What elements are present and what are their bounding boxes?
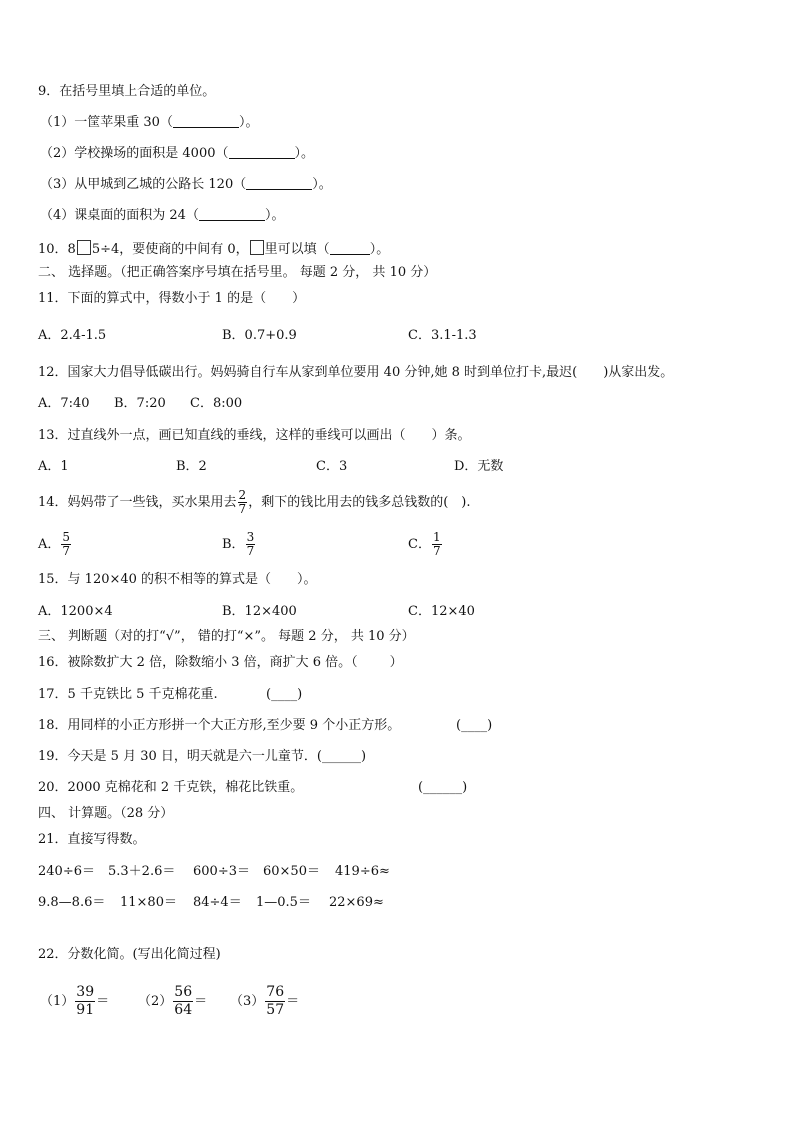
q20: 20．2000 克棉花和 2 千克铁，棉花比铁重。 (______) [38,780,468,795]
q22-item-2: （2） $\frac{56}{64}$ ＝ [138,984,208,1018]
q10: 10．8 5÷4，要使商的中间有 0， 里可以填（ ）。 [38,242,390,257]
fraction: $\frac{2}{7}$ [238,488,247,516]
calc-item: 84÷4＝ [193,895,242,910]
q13-options [38,459,503,475]
fraction: $\frac{3}{7}$ [246,530,255,558]
answer-blank[interactable] [358,656,390,668]
calc-item: 60×50＝ [263,864,320,879]
q13-text: 13．过直线外一点，画已知直线的垂线，这样的垂线可以画出（ ）条。 [38,428,471,443]
q14-text: 14．妈妈带了一些钱，买水果用去 $\frac{2}{7}$ ，剩下的钱比用去的钱多总钱数的( ). [38,488,471,516]
option-c[interactable]: C．3.1-1.3 [408,328,477,343]
q9-title: 9．在括号里填上合适的单位。 [38,84,216,99]
q22-item-1: （1） $\frac{39}{91}$ ＝ [40,984,110,1018]
calc-item: 22×69≈ [329,895,384,910]
option-d[interactable]: D．无数 [454,459,504,474]
option-a[interactable]: A．2.4-1.5 [38,328,107,343]
option-b[interactable]: B．2 [176,459,207,474]
q19: 19．今天是 5 月 30 日，明天就是六一儿童节．(______) [38,749,367,764]
answer-blank[interactable]: (______) [418,780,468,795]
q15-options [38,604,475,620]
calc-item: 9.8—8.6＝ [38,895,106,910]
digit-box[interactable] [77,240,91,255]
fraction: $\frac{76}{57}$ [266,984,285,1018]
q9-item-3: （3）从甲城到乙城的公路长 120（ ）。 [40,177,332,192]
answer-blank[interactable]: (______) [316,749,367,764]
fraction: $\frac{56}{64}$ [174,984,193,1018]
q22-title: 22．分数化简。(写出化简过程) [38,947,221,962]
option-c[interactable]: C．8:00 [190,396,243,411]
calc-item: 11×80＝ [120,895,177,910]
option-a[interactable]: A．1 [38,459,69,474]
calc-item: 240÷6＝ [38,864,95,879]
answer-blank[interactable] [229,146,295,159]
answer-blank[interactable]: (____) [456,718,493,733]
fraction: $\frac{39}{91}$ [76,984,95,1018]
answer-blank[interactable] [246,177,312,190]
q14-options [38,530,443,560]
q16: 16．被除数扩大 2 倍，除数缩小 3 倍，商扩大 6 倍。（ ） [38,655,403,670]
option-a[interactable]: A． $\frac{5}{7}$ [38,530,71,558]
option-b[interactable]: B． $\frac{3}{7}$ [222,530,255,558]
q18: 18．用同样的小正方形拼一个大正方形,至少要 9 个小正方形。 (____) [38,718,493,733]
fraction: $\frac{5}{7}$ [62,530,71,558]
q21-row-2 [38,895,384,911]
q22-item-3: （3） $\frac{76}{57}$ ＝ [230,984,300,1018]
q15-text: 15．与 120×40 的积不相等的算式是（ ）。 [38,572,317,587]
option-a[interactable]: A．7:40 [38,396,90,411]
answer-blank[interactable] [173,115,239,128]
q17: 17．5 千克铁比 5 千克棉花重. (____) [38,687,303,702]
answer-blank[interactable] [330,242,370,255]
option-b[interactable]: B．12×400 [222,604,297,619]
q11-text: 11．下面的算式中，得数小于 1 的是（ ） [38,291,306,306]
section2-heading: 二、 选择题。（把正确答案序号填在括号里。 每题 2 分， 共 10 分） [38,265,437,280]
option-b[interactable]: B．7:20 [114,396,166,411]
section3-heading: 三、 判断题（对的打“√”， 错的打“×”。 每题 2 分， 共 10 分） [38,629,415,644]
calc-item: 5.3＋2.6＝ [108,864,176,879]
q12-options [38,396,242,412]
section4-heading: 四、 计算题。（28 分） [38,806,174,821]
option-c[interactable]: C．12×40 [408,604,475,619]
q12-text: 12．国家大力倡导低碳出行。妈妈骑自行车从家到单位要用 40 分钟,她 8 时到单位打卡,最迟( )从家出发。 [38,365,674,380]
q9-item-2: （2）学校操场的面积是 4000（ ）。 [40,146,315,161]
q9-item-4: （4）课桌面的面积为 24（ ）。 [40,208,285,223]
calc-item: 600÷3＝ [193,864,250,879]
answer-blank[interactable] [199,208,265,221]
q21-title: 21．直接写得数。 [38,832,146,847]
q11-options [38,328,477,344]
q9-item-1: （1）一筐苹果重 30（ ）。 [40,115,259,130]
calc-item: 1—0.5＝ [256,895,311,910]
option-c[interactable]: C．3 [316,459,348,474]
option-c[interactable]: C． $\frac{1}{7}$ [408,530,441,558]
calc-item: 419÷6≈ [335,864,390,879]
q21-row-1 [38,864,390,880]
q22-items [40,983,299,1021]
digit-box[interactable] [250,240,264,255]
option-a[interactable]: A．1200×4 [38,604,113,619]
option-b[interactable]: B．0.7+0.9 [222,328,297,343]
answer-blank[interactable]: (____) [266,687,303,702]
fraction: $\frac{1}{7}$ [432,530,441,558]
